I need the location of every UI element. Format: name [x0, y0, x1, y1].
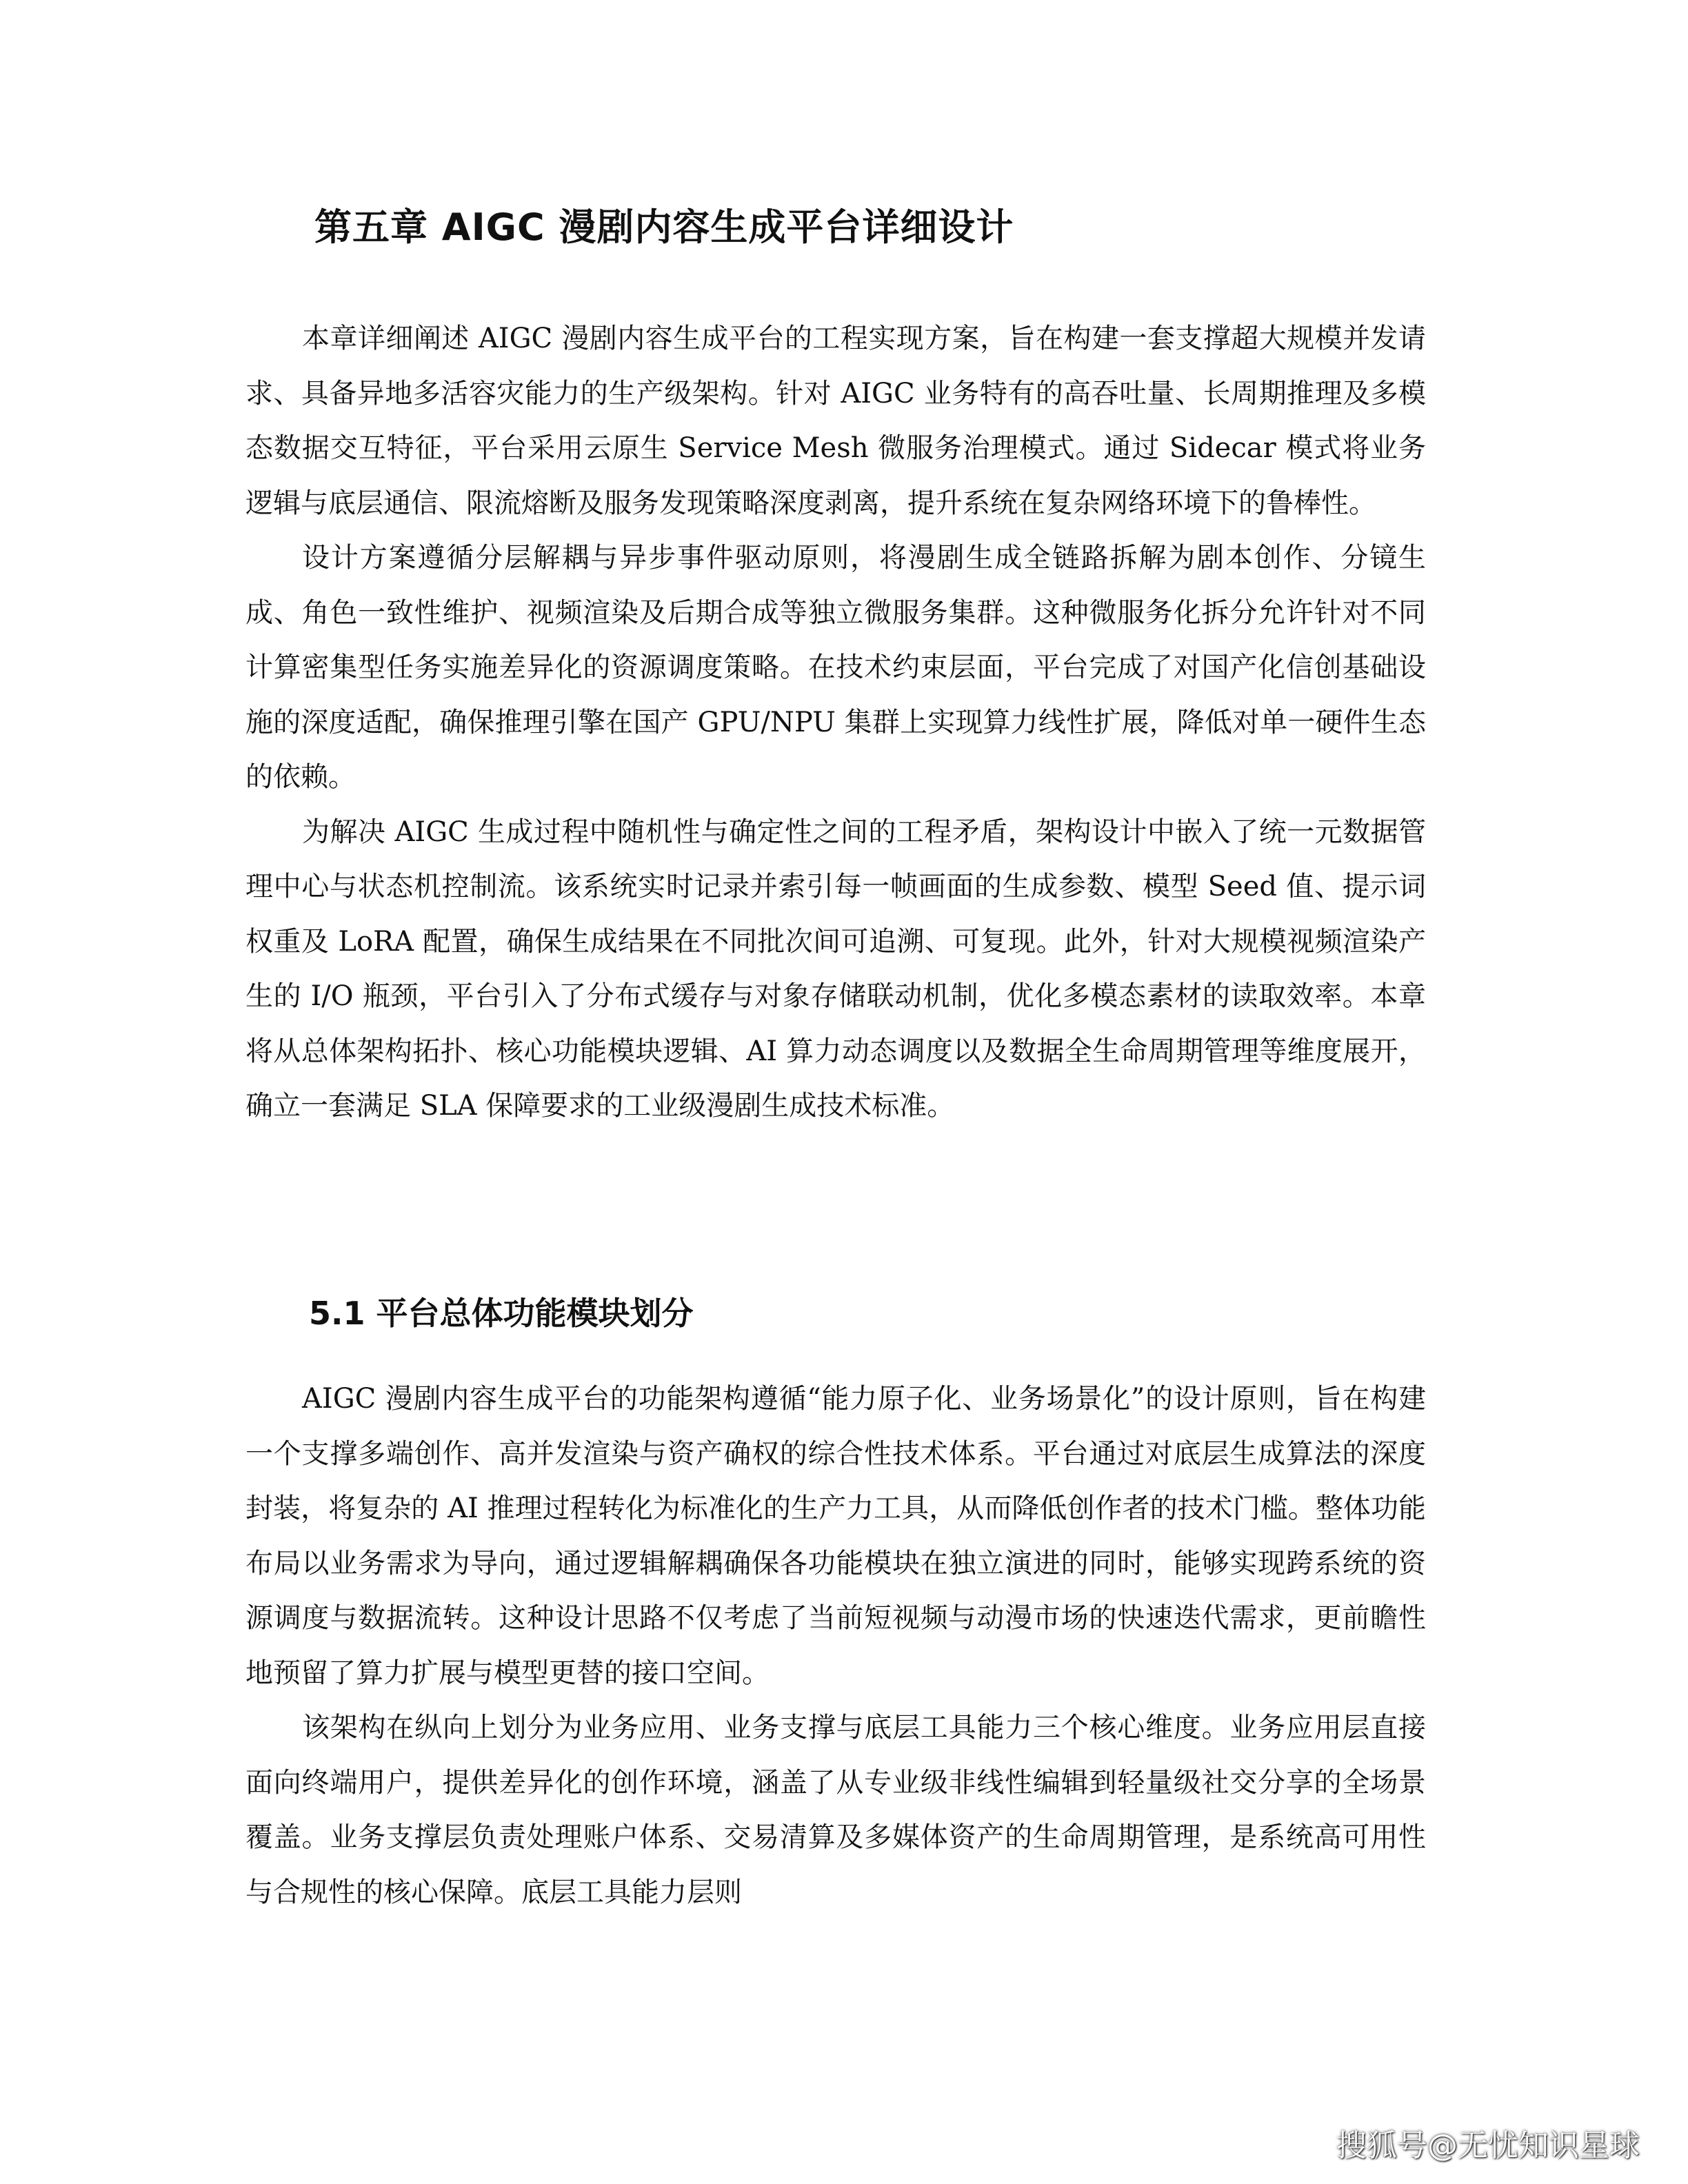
section-paragraph-2: 该架构在纵向上划分为业务应用、业务支撑与底层工具能力三个核心维度。业务应用层直接面向终端用户，提供差异化的创作环境，涵盖了从专业级非线性编辑到轻量级社交分享的全场景覆盖。业务支撑层负责处理账户体系、交易清算及多媒体资产的生命周期管理，是系统高可用性与合规性的核心保障。底层工具能力层则 — [245, 1712, 1426, 1908]
chapter-intro — [245, 312, 1426, 1134]
chapter-paragraph-3: 为解决 AIGC 生成过程中随机性与确定性之间的工程矛盾，架构设计中嵌入了统一元数据管理中心与状态机控制流。该系统实时记录并索引每一帧画面的生成参数、模型 Seed 值、提示词权重及 LoRA 配置，确保生成结果在不同批次间可追溯、可复现。此外，针对大规模视频渲染产生的 I/O 瓶颈，平台引入了分布式缓存与对象存储联动机制，优化多模态素材的读取效率。本章将从总体架构拓扑、核心功能模块逻辑、AI 算力动态调度以及数据全生命周期管理等维度展开，确立一套满足 SLA 保障要求的工业级漫剧生成技术标准。 — [245, 816, 1426, 1122]
chapter-title: 第五章 AIGC 漫剧内容生成平台详细设计 — [314, 205, 1014, 249]
chapter-paragraph-2: 设计方案遵循分层解耦与异步事件驱动原则，将漫剧生成全链路拆解为剧本创作、分镜生成、角色一致性维护、视频渲染及后期合成等独立微服务集群。这种微服务化拆分允许针对不同计算密集型任务实施差异化的资源调度策略。在技术约束层面，平台完成了对国产化信创基础设施的深度适配，确保推理引擎在国产 GPU/NPU 集群上实现算力线性扩展，降低对单一硬件生态的依赖。 — [245, 542, 1426, 793]
chapter-paragraph-1: 本章详细阐述 AIGC 漫剧内容生成平台的工程实现方案，旨在构建一套支撑超大规模并发请求、具备异地多活容灾能力的生产级架构。针对 AIGC 业务特有的高吞吐量、长周期推理及多模态数据交互特征，平台采用云原生 Service Mesh 微服务治理模式。通过 Sidecar 模式将业务逻辑与底层通信、限流熔断及服务发现策略深度剥离，提升系统在复杂网络环境下的鲁棒性。 — [245, 323, 1426, 519]
section-body — [245, 1372, 1426, 1920]
watermark: 搜狐号@无忧知识星球 — [1336, 2128, 1640, 2163]
section-paragraph-1: AIGC 漫剧内容生成平台的功能架构遵循“能力原子化、业务场景化”的设计原则，旨在构建一个支撑多端创作、高并发渲染与资产确权的综合性技术体系。平台通过对底层生成算法的深度封装，将复杂的 AI 推理过程转化为标准化的生产力工具，从而降低创作者的技术门槛。整体功能布局以业务需求为导向，通过逻辑解耦确保各功能模块在独立演进的同时，能够实现跨系统的资源调度与数据流转。这种设计思路不仅考虑了当前短视频与动漫市场的快速迭代需求，更前瞻性地预留了算力扩展与模型更替的接口空间。 — [245, 1383, 1426, 1689]
section-title: 5.1 平台总体功能模块划分 — [309, 1295, 694, 1332]
